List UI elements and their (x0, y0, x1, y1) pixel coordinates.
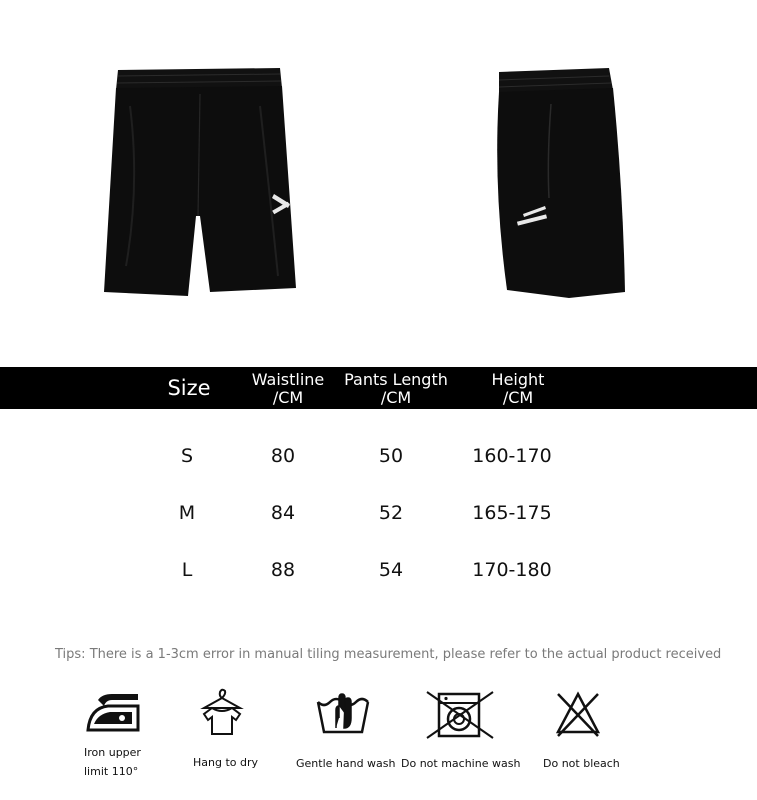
cell-waistline: 88 (270, 559, 296, 581)
cell-size: S (180, 445, 194, 467)
header-height: Height /CM (491, 370, 545, 407)
header-waistline: Waistline /CM (251, 370, 325, 407)
cell-height: 160-170 (472, 445, 552, 467)
shorts-front-image (100, 66, 300, 298)
care-label-hang-dry: Hang to dry (193, 756, 259, 769)
cell-height: 165-175 (472, 502, 552, 524)
cell-waistline: 80 (270, 445, 296, 467)
care-label-iron: Iron upper limit 110° (84, 746, 141, 778)
care-label-no-machine-wash: Do not machine wash (401, 757, 521, 770)
cell-pants-length: 52 (378, 502, 404, 524)
size-table-header (0, 367, 757, 409)
cell-pants-length: 50 (378, 445, 404, 467)
hanger-shirt-icon (200, 688, 244, 738)
header-size: Size (167, 376, 211, 400)
header-pants-length: Pants Length /CM (344, 370, 448, 407)
iron-icon (82, 690, 142, 736)
hand-wash-icon (314, 688, 372, 738)
no-machine-wash-icon (425, 690, 495, 740)
care-label-hand-wash: Gentle hand wash (296, 757, 396, 770)
cell-size: M (178, 502, 196, 524)
care-label-no-bleach: Do not bleach (543, 757, 620, 770)
cell-waistline: 84 (270, 502, 296, 524)
shorts-side-image (493, 68, 629, 300)
cell-size: L (181, 559, 193, 581)
cell-pants-length: 54 (378, 559, 404, 581)
measurement-tips: Tips: There is a 1-3cm error in manual tiling measurement, please refer to the actual product received (55, 647, 722, 662)
no-bleach-icon (554, 690, 602, 738)
cell-height: 170-180 (472, 559, 552, 581)
